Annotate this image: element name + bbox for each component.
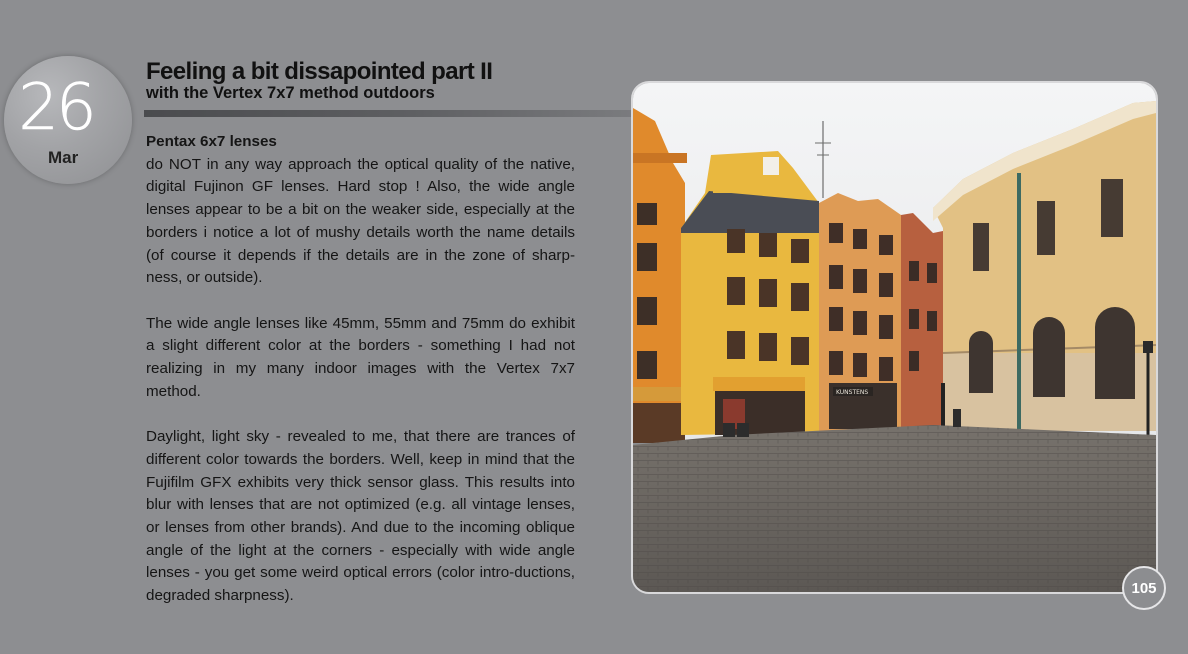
page-number: 105 <box>1122 566 1166 610</box>
article-paragraph-2: The wide angle lenses like 45mm, 55mm and 75mm do exhibit a slight different color at the borders - something I had not realizing in my many indoor images with the Vertex 7x7 method. <box>146 314 575 400</box>
date-month: Mar <box>48 148 79 167</box>
article-paragraph-1: do NOT in any way approach the optical quality of the native, digital Fujinon GF lenses. Hard stop ! Also, the wide angle lenses appear to be a bit on the weaker side, especially at the borders i notice a lot of mushy details worth the name details (of course it depends if the details are in the zone of sharp-ness, or outside). <box>146 155 575 287</box>
article-paragraph-3: Daylight, light sky - revealed to me, that there are trances of different color towards the borders. Well, keep in mind that the Fujifilm GFX exhibits very thick sensor glass. This results into blur with lenses that are not optimized (e.g. all vintage lenses, or lenses from other brands). And due to the incoming oblique angle of the light at the corners - especially with wide angle lenses - you get some weird optical errors (color intro-ductions, degraded sharpness). <box>146 428 575 605</box>
title-divider <box>144 110 632 117</box>
page-subtitle: with the Vertex 7x7 method outdoors <box>146 84 435 102</box>
page-title: Feeling a bit dissapointed part II <box>146 58 493 85</box>
date-badge <box>4 56 132 184</box>
article-body <box>146 131 575 630</box>
article-heading: Pentax 6x7 lenses <box>146 133 277 150</box>
street-photo <box>631 81 1158 594</box>
shop-sign-text: KUNSTENS <box>836 389 869 396</box>
date-day: 26 <box>18 71 94 145</box>
